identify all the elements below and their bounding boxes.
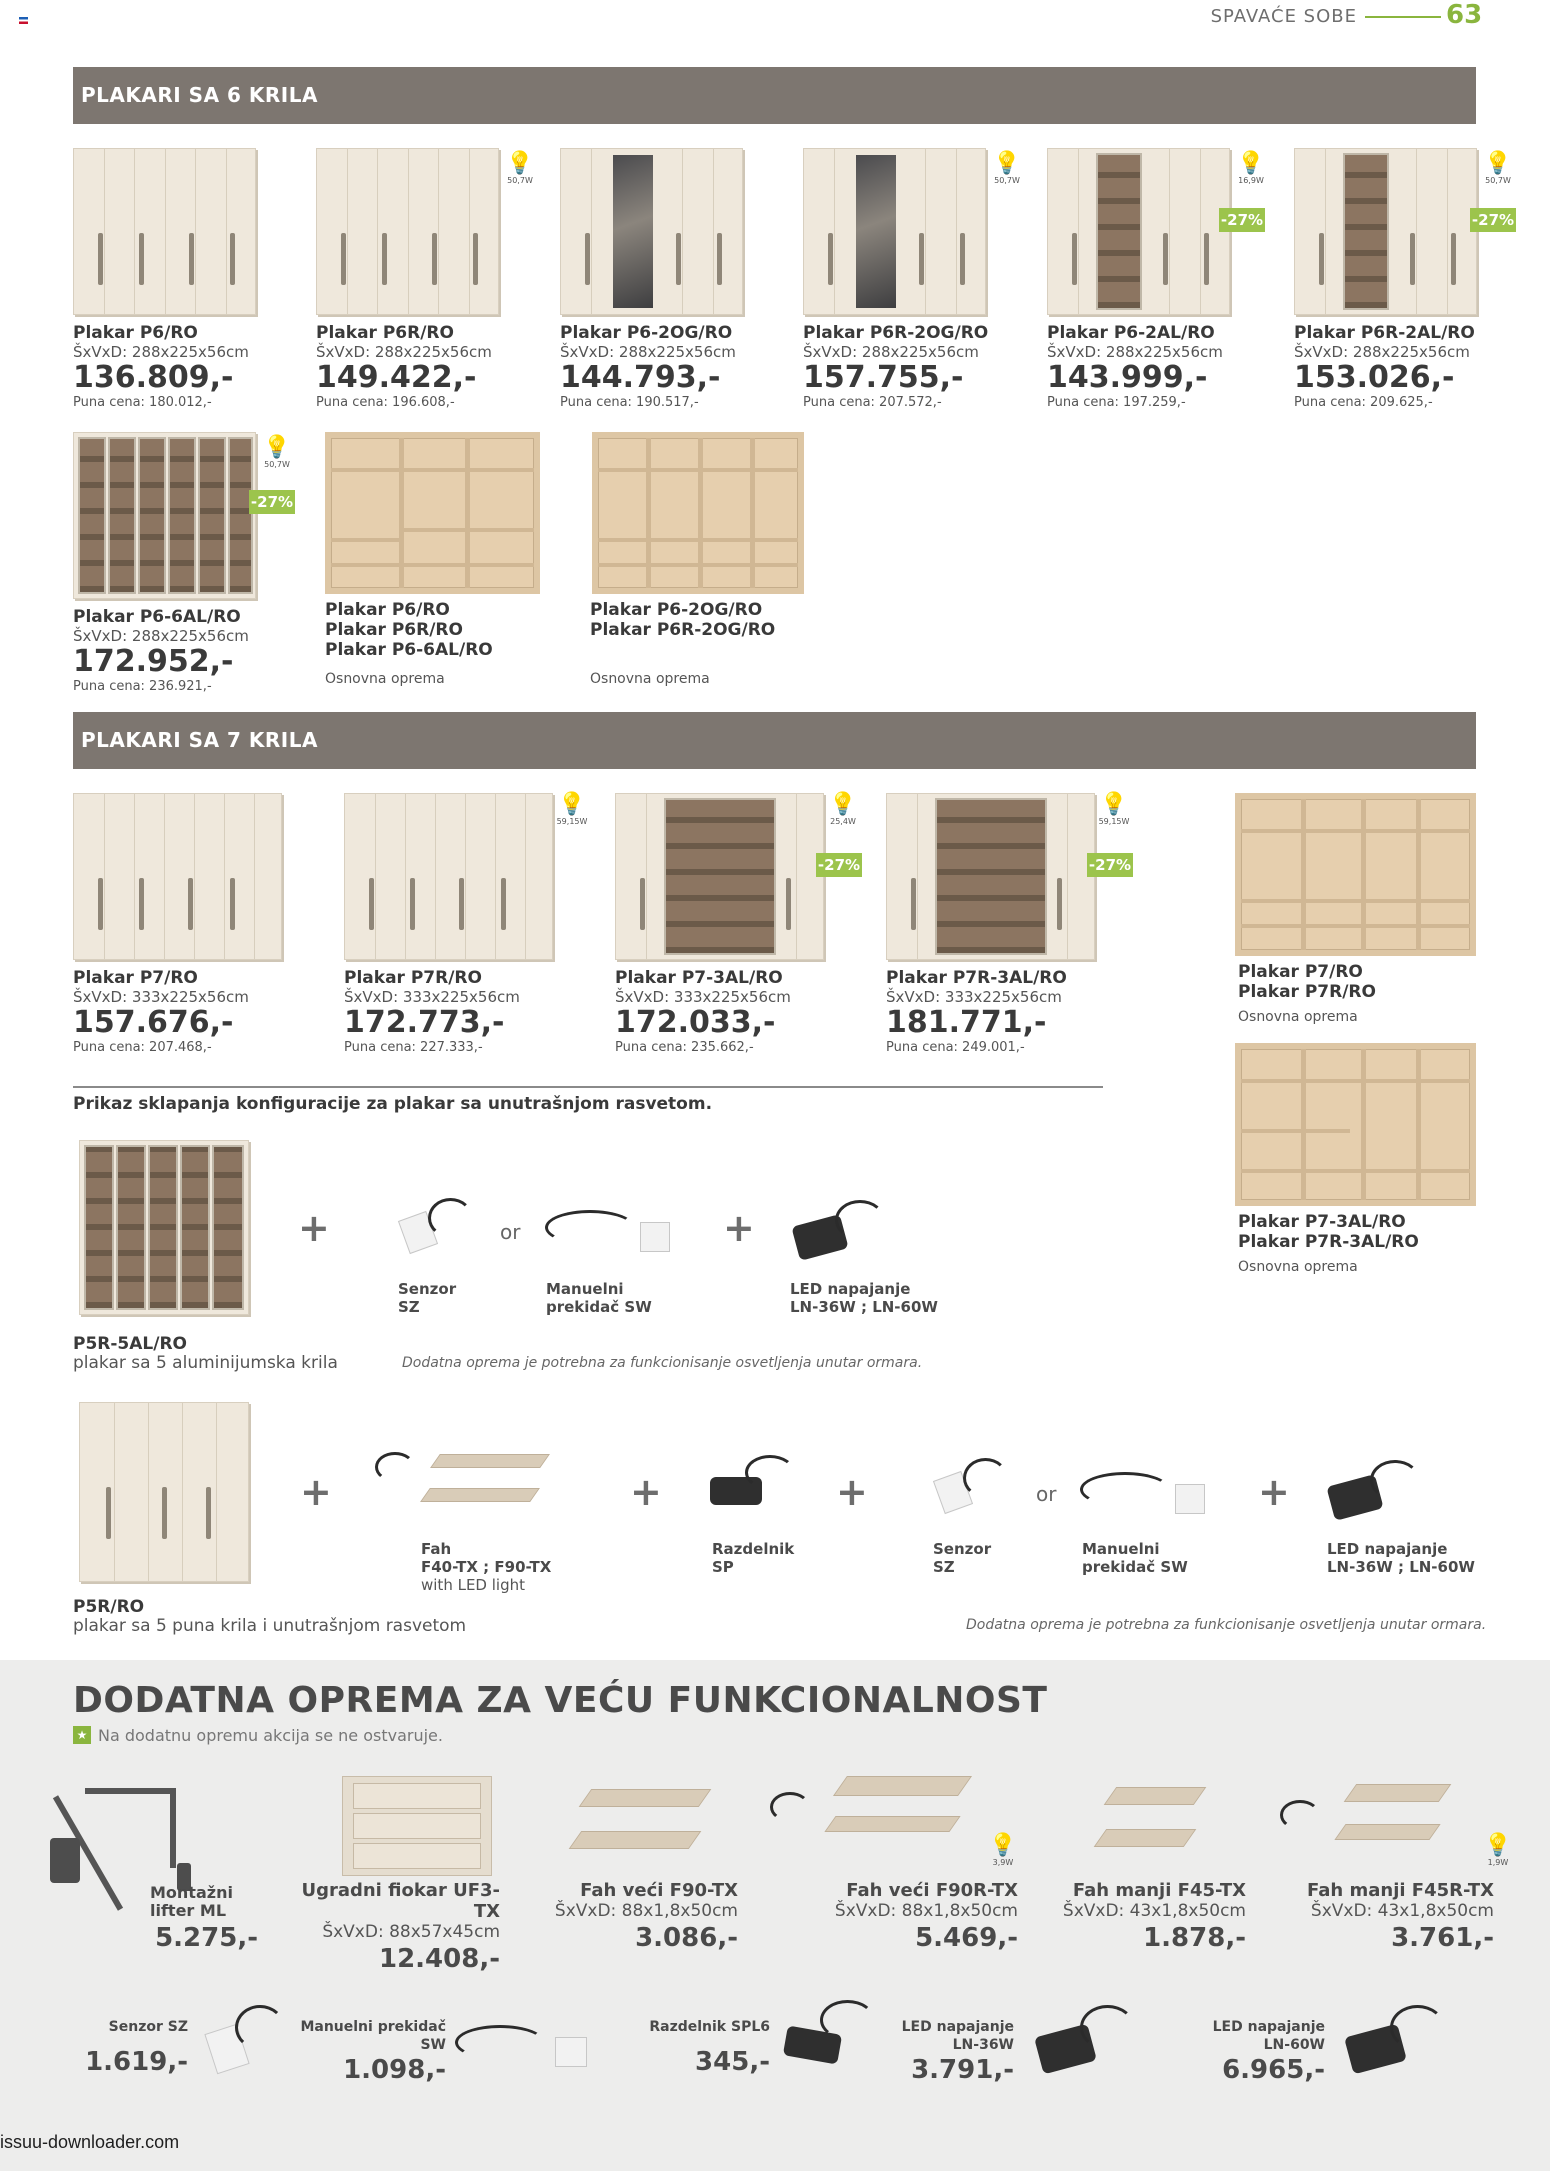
- product-name: Plakar P6/RO: [73, 323, 198, 343]
- product-dimensions: ŠxVxD: 288x225x56cm: [73, 343, 249, 361]
- product-card[interactable]: [1047, 148, 1282, 411]
- section-band-7: PLAKARI SA 7 KRILA: [73, 712, 1476, 769]
- or-label: or: [500, 1220, 521, 1244]
- lightbulb-icon: 💡 16,9W: [1237, 151, 1265, 185]
- wardrobe-image: [79, 1402, 249, 1582]
- extra-item-power-36[interactable]: LED napajanje LN-36W 3.791,-: [901, 2019, 1014, 2085]
- sensor-label: Senzor SZ: [933, 1540, 992, 1576]
- product-dimensions: ŠxVxD: 288x225x56cm: [560, 343, 736, 361]
- product-name: Plakar P7-3AL/RO: [615, 968, 783, 988]
- product-full-price: Puna cena: 207.468,-: [73, 1040, 212, 1055]
- switch-image: [455, 2015, 595, 2075]
- page-number: 63: [1446, 0, 1483, 30]
- extra-item-shelf-small[interactable]: Fah manji F45-TX ŠxVxD: 43x1,8x50cm 1.878,-: [1062, 1880, 1246, 1953]
- product-card[interactable]: [344, 792, 588, 1056]
- product-name: Plakar P6R-2OG/RO: [803, 323, 989, 343]
- product-price: 136.809,-: [73, 360, 234, 395]
- product-full-price: Puna cena: 249.001,-: [886, 1040, 1025, 1055]
- wardrobe-interior-image: [1235, 1043, 1476, 1206]
- lightbulb-icon: 💡 50,7W: [1484, 151, 1512, 185]
- product-card[interactable]: [803, 148, 1038, 411]
- discount-badge: -27%: [1470, 208, 1516, 232]
- watermark: issuu-downloader.com: [0, 2132, 180, 2152]
- shelf-led-image: [770, 1772, 1000, 1852]
- shelf-led-image: [1280, 1780, 1480, 1860]
- divider: [73, 1086, 1103, 1088]
- product-name: Plakar P6-2OG/RO: [560, 323, 733, 343]
- switch-image: [1080, 1462, 1210, 1522]
- product-price: 157.676,-: [73, 1005, 234, 1040]
- product-full-price: Puna cena: 209.625,-: [1294, 395, 1433, 410]
- wardrobe-image: [79, 1140, 249, 1315]
- product-name: Plakar P7/RO: [73, 968, 198, 988]
- power-supply-image: [1325, 1455, 1435, 1525]
- lightbulb-icon: 💡 50,7W: [993, 151, 1021, 185]
- sensor-image: [200, 2000, 290, 2080]
- interior-labels: Plakar P6/RO Plakar P6R/RO Plakar P6-6AL/RO Osnovna oprema: [325, 600, 493, 687]
- star-icon: ★: [73, 1726, 91, 1744]
- splitter-image: [780, 2000, 890, 2070]
- extra-item-splitter[interactable]: Razdelnik SPL6 345,-: [649, 2019, 770, 2077]
- wardrobe-image: [803, 148, 986, 315]
- wardrobe-image: [73, 148, 256, 315]
- product-dimensions: ŠxVxD: 333x225x56cm: [615, 988, 791, 1006]
- wardrobe-image: [1294, 148, 1477, 315]
- config-note: Dodatna oprema je potrebna za funkcionisanje osvetljenja unutar ormara.: [402, 1355, 923, 1371]
- extra-note: Na dodatnu opremu akcija se ne ostvaruje.: [98, 1726, 443, 1745]
- product-price: 172.033,-: [615, 1005, 776, 1040]
- product-price: 144.793,-: [560, 360, 721, 395]
- product-name: Plakar P6R-2AL/RO: [1294, 323, 1475, 343]
- product-full-price: Puna cena: 197.259,-: [1047, 395, 1186, 410]
- plus-icon: +: [836, 1470, 868, 1514]
- product-card[interactable]: [886, 792, 1132, 1056]
- config-product-label: P5R/RO plakar sa 5 puna krila i unutrašnjom rasvetom: [73, 1597, 467, 1636]
- product-price: 157.755,-: [803, 360, 964, 395]
- wardrobe-image: [73, 432, 256, 599]
- section-title: SPAVAĆE SOBE: [1210, 6, 1357, 27]
- flag-icon: [19, 17, 28, 24]
- product-name: Plakar P7R/RO: [344, 968, 482, 988]
- sensor-image: [933, 1450, 1013, 1520]
- lightbulb-icon: 💡 59,15W: [1098, 792, 1130, 826]
- extra-item-sensor[interactable]: Senzor SZ 1.619,-: [85, 2019, 188, 2077]
- discount-badge: -27%: [1087, 853, 1133, 877]
- interior-labels: Plakar P6-2OG/RO Plakar P6R-2OG/RO Osnovna oprema: [590, 600, 776, 687]
- switch-label: Manuelni prekidač SW: [1082, 1540, 1188, 1576]
- config-product-label: P5R-5AL/RO plakar sa 5 aluminijumska krila: [73, 1334, 338, 1373]
- product-price: 172.773,-: [344, 1005, 505, 1040]
- product-dimensions: ŠxVxD: 288x225x56cm: [316, 343, 492, 361]
- power-supply-label: LED napajanje LN-36W ; LN-60W: [790, 1280, 938, 1316]
- product-price: 153.026,-: [1294, 360, 1455, 395]
- product-dimensions: ŠxVxD: 333x225x56cm: [344, 988, 520, 1006]
- interior-labels: Plakar P7-3AL/RO Plakar P7R-3AL/RO Osnovna oprema: [1238, 1212, 1419, 1275]
- plus-icon: +: [298, 1206, 330, 1250]
- config-note: Dodatna oprema je potrebna za funkcionisanje osvetljenja unutar ormara.: [966, 1617, 1487, 1633]
- drawer-unit-image: [342, 1776, 492, 1876]
- product-dimensions: ŠxVxD: 288x225x56cm: [1294, 343, 1470, 361]
- product-card[interactable]: [615, 792, 861, 1056]
- extra-item-power-60[interactable]: LED napajanje LN-60W 6.965,-: [1212, 2019, 1325, 2085]
- shelf-led-label: Fah F40-TX ; F90-TX with LED light: [421, 1540, 552, 1594]
- product-card[interactable]: [316, 148, 551, 411]
- product-dimensions: ŠxVxD: 288x225x56cm: [1047, 343, 1223, 361]
- switch-image: [545, 1200, 675, 1260]
- product-full-price: Puna cena: 207.572,-: [803, 395, 942, 410]
- lightbulb-icon: 💡 50,7W: [506, 151, 534, 185]
- power-supply-label: LED napajanje LN-36W ; LN-60W: [1327, 1540, 1475, 1576]
- splitter-label: Razdelnik SP: [712, 1540, 795, 1576]
- wardrobe-image: [73, 793, 282, 960]
- power-supply-image: [790, 1195, 900, 1265]
- plus-icon: +: [630, 1470, 662, 1514]
- extra-item-lifter[interactable]: Montažni lifter ML 5.275,-: [150, 1883, 258, 1953]
- product-name: Plakar P6R/RO: [316, 323, 454, 343]
- interior-labels: Plakar P7/RO Plakar P7R/RO Osnovna oprema: [1238, 962, 1376, 1025]
- product-full-price: Puna cena: 235.662,-: [615, 1040, 754, 1055]
- wardrobe-interior-image: [592, 432, 804, 594]
- product-price: 149.422,-: [316, 360, 477, 395]
- extra-item-shelf[interactable]: Fah veći F90-TX ŠxVxD: 88x1,8x50cm 3.086,-: [554, 1880, 738, 1953]
- splitter-image: [705, 1455, 805, 1515]
- product-full-price: Puna cena: 190.517,-: [560, 395, 699, 410]
- lightbulb-icon: 💡 59,15W: [556, 792, 588, 826]
- discount-badge: -27%: [816, 853, 862, 877]
- config-title: Prikaz sklapanja konfiguracije za plakar sa unutrašnjom rasvetom.: [73, 1094, 713, 1114]
- product-dimensions: ŠxVxD: 333x225x56cm: [886, 988, 1062, 1006]
- wardrobe-image: [615, 793, 824, 960]
- shelf-image: [1060, 1783, 1240, 1863]
- product-card[interactable]: [1294, 148, 1529, 411]
- wardrobe-image: [1047, 148, 1230, 315]
- plus-icon: +: [1258, 1470, 1290, 1514]
- switch-label: Manuelni prekidač SW: [546, 1280, 652, 1316]
- wardrobe-interior-image: [325, 432, 540, 594]
- product-name: Plakar P6-6AL/RO: [73, 607, 241, 627]
- or-label: or: [1036, 1482, 1057, 1506]
- product-dimensions: ŠxVxD: 288x225x56cm: [803, 343, 979, 361]
- extra-item-switch[interactable]: Manuelni prekidač SW 1.098,-: [300, 2019, 446, 2085]
- shelf-image: [535, 1785, 745, 1865]
- extra-item-drawer[interactable]: Ugradni fiokar UF3-TX ŠxVxD: 88x57x45cm 12.408,-: [301, 1880, 500, 1974]
- plus-icon: +: [300, 1470, 332, 1514]
- power-supply-image: [1030, 2000, 1150, 2080]
- power-supply-image: [1340, 2000, 1460, 2080]
- product-name: Plakar P6-2AL/RO: [1047, 323, 1215, 343]
- wardrobe-image: [316, 148, 499, 315]
- product-price: 181.771,-: [886, 1005, 1047, 1040]
- lightbulb-icon: 💡 3,9W: [989, 1833, 1017, 1867]
- shelf-led-image: [375, 1448, 585, 1540]
- lightbulb-icon: 💡 25,4W: [829, 792, 857, 826]
- discount-badge: -27%: [249, 490, 295, 514]
- wardrobe-image: [344, 793, 553, 960]
- product-price: 143.999,-: [1047, 360, 1208, 395]
- product-full-price: Puna cena: 236.921,-: [73, 679, 212, 694]
- product-card[interactable]: [73, 793, 308, 1056]
- wardrobe-image: [886, 793, 1095, 960]
- product-card[interactable]: [73, 432, 308, 695]
- header-rule: [1365, 16, 1441, 18]
- wardrobe-image: [560, 148, 743, 315]
- lightbulb-icon: 💡 1,9W: [1484, 1833, 1512, 1867]
- extra-item-shelf-small-led[interactable]: Fah manji F45R-TX ŠxVxD: 43x1,8x50cm 3.761,-: [1307, 1880, 1494, 1953]
- extra-item-shelf-led[interactable]: Fah veći F90R-TX ŠxVxD: 88x1,8x50cm 5.469,-: [834, 1880, 1018, 1953]
- discount-badge: -27%: [1219, 208, 1265, 232]
- product-card[interactable]: [73, 148, 308, 411]
- product-full-price: Puna cena: 196.608,-: [316, 395, 455, 410]
- product-card[interactable]: [560, 148, 795, 411]
- plus-icon: +: [723, 1206, 755, 1250]
- product-dimensions: ŠxVxD: 288x225x56cm: [73, 627, 249, 645]
- lightbulb-icon: 💡 50,7W: [263, 435, 291, 469]
- sensor-image: [398, 1190, 478, 1260]
- product-price: 172.952,-: [73, 644, 234, 679]
- product-dimensions: ŠxVxD: 333x225x56cm: [73, 988, 249, 1006]
- sensor-label: Senzor SZ: [398, 1280, 457, 1316]
- wardrobe-interior-image: [1235, 793, 1476, 956]
- section-band-6: PLAKARI SA 6 KRILA: [73, 67, 1476, 124]
- product-name: Plakar P7R-3AL/RO: [886, 968, 1067, 988]
- product-full-price: Puna cena: 227.333,-: [344, 1040, 483, 1055]
- product-full-price: Puna cena: 180.012,-: [73, 395, 212, 410]
- extra-title: DODATNA OPREMA ZA VEĆU FUNKCIONALNOST: [73, 1680, 1048, 1721]
